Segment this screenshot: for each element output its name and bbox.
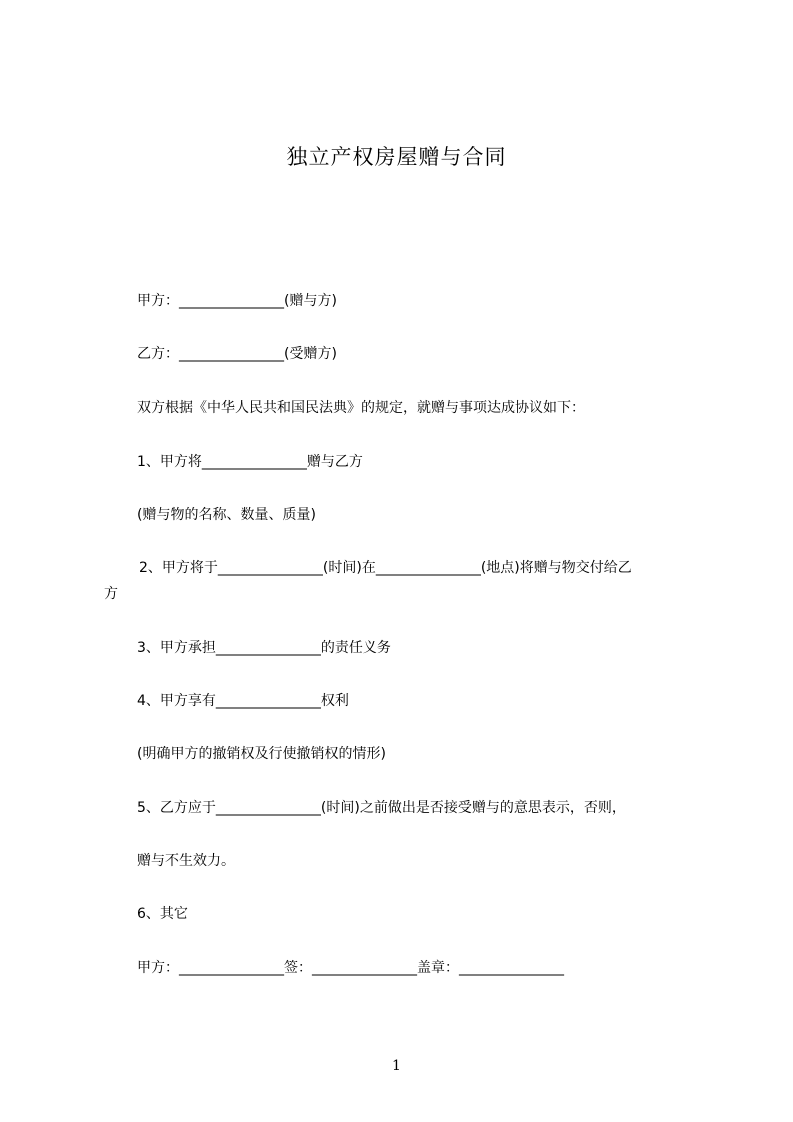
clause-4: 4、甲方享有_______________权利 [137,693,349,709]
clause-1: 1、甲方将_______________赠与乙方 [137,454,363,470]
clause-5-continuation: 赠与不生效力。 [137,853,235,869]
clause-5-first-line: 5、乙方应于_______________(时间)之前做出是否接受赠与的意思表示，否则， [137,800,626,816]
party-a-line: 甲方：_______________(赠与方) [137,293,337,309]
clause-3: 3、甲方承担_______________的责任义务 [137,640,391,656]
clause-4-note: (明确甲方的撤销权及行使撤销权的情形) [137,746,386,762]
party-b-line: 乙方：_______________(受赠方) [137,346,337,362]
signature-line: 甲方：_______________签：_______________盖章：_______________ [137,960,564,976]
clause-6: 6、其它 [137,906,188,922]
page-number: 1 [392,1058,401,1074]
clause-1-note: (赠与物的名称、数量、质量) [137,507,316,523]
document-title: 独立产权房屋赠与合同 [286,145,507,169]
clause-2-continuation: 方 [104,586,118,602]
clause-2-first-line: 2、甲方将于_______________(时间)在_______________(地点)将赠与物交付给乙 [139,560,632,576]
preamble-line: 双方根据《中华人民共和国民法典》的规定，就赠与事项达成协议如下： [137,400,585,416]
